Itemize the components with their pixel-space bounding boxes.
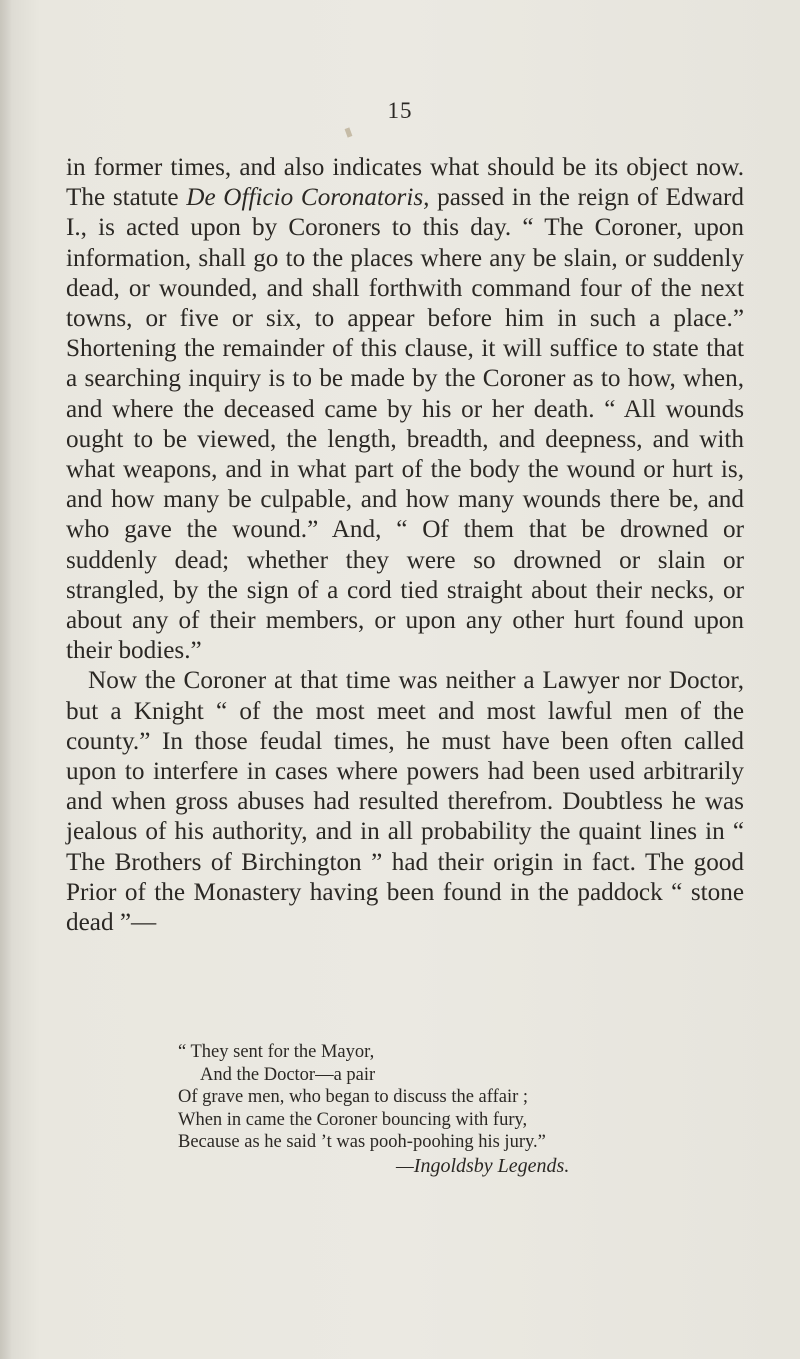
paragraph-1 [66, 153, 744, 666]
verse-quotation [178, 1041, 738, 1154]
ink-mark [345, 127, 353, 137]
verse-line: When in came the Coroner bouncing with fury, [178, 1109, 528, 1130]
statute-title: De Officio Coronatoris, [186, 184, 430, 212]
body-text [66, 153, 744, 938]
paragraph-1-before: in former times, and also indicates what should be its object now. The statute [66, 154, 744, 212]
paragraph-2: Now the Coroner at that time was neither a Lawyer nor Doctor, but a Knight “ of the most meet and most lawful men of the county.” In those feudal times, he must have been often called upon to interfere in cases where powers had been used arbitrarily and when gross abuses had resulted therefrom. Doubtless he was jealous of his authority, and in all probability the quaint lines in “ The Brothers of Birchington ” had their origin in fact. The good Prior of the Monastery having been found in the paddock “ stone dead ”— [66, 667, 744, 937]
verse-line: Of grave men, who began to discuss the affair ; [178, 1087, 529, 1107]
verse-line: And the Doctor—a pair [200, 1064, 376, 1085]
verse-line: “ They sent for the Mayor, [178, 1042, 375, 1062]
verse-attribution: —Ingoldsby Legends. [396, 1155, 570, 1177]
page-number: 15 [387, 98, 413, 123]
paragraph-1-after: passed in the reign of Edward I., is acted upon by Coroners to this day. “ The Coroner, upon information, shall go to the places where any be slain, or suddenly dead, or wounded, and shall forthwith command four of the next towns, or five or six, to appear before him in such a place.” Shortening the remainder of this clause, it will suffice to state that a searching inquiry is to be made by the Coroner as to how, when, and where the deceased came by his or her death. “ All wounds ought to be viewed, the length, breadth, and deepness, and with what weapons, and in what part of the body the wound or hurt is, and how many be culpable, and how many wounds there be, and who gave the wound.” And, “ Of them that be drowned or suddenly dead; whether they were so drowned or slain or strangled, by the sign of a cord tied straight about their necks, or about any of their members, or upon any other hurt found upon their bodies.” [66, 184, 744, 665]
page-gutter-shadow [0, 0, 12, 1359]
verse-line: Because as he said ’t was pooh-poohing his jury.” [178, 1132, 546, 1152]
